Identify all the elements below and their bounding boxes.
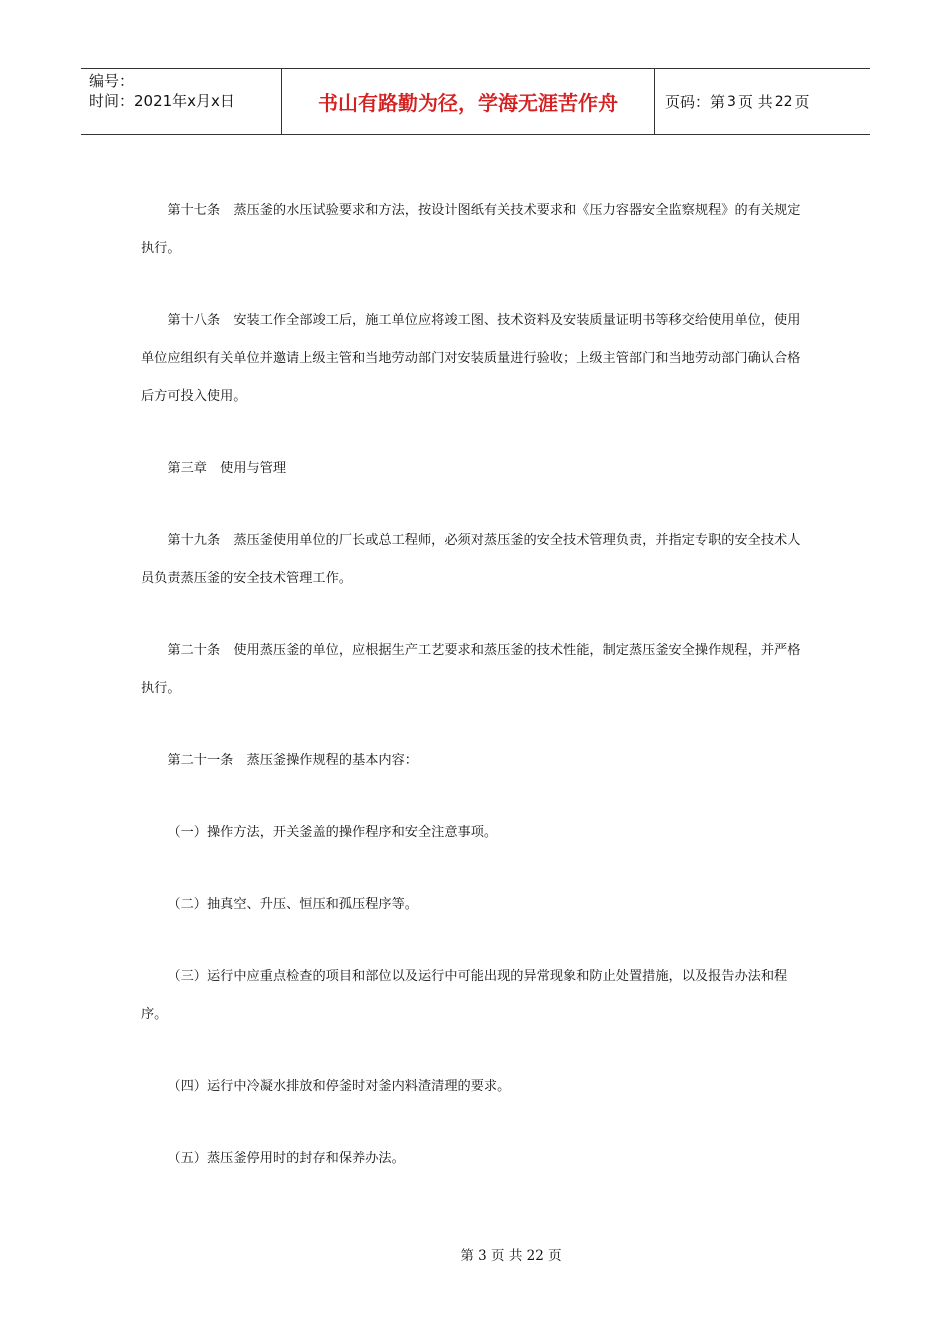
- list-item: （三）运行中应重点检查的项目和部位以及运行中可能出现的异常现象和防止处置措施，以及报告办法和程序。: [141, 969, 788, 1022]
- page-total: 22: [774, 93, 793, 110]
- page-current: 3: [727, 93, 736, 110]
- page-suffix: 页: [794, 93, 810, 111]
- paragraph-article-20: 第二十条 使用蒸压釜的单位，应根据生产工艺要求和蒸压釜的技术性能，制定蒸压釜安全操作规程，并严格执行。: [141, 643, 801, 696]
- header-meta: [81, 69, 282, 134]
- page-header: [81, 68, 870, 135]
- chapter-heading: 第三章 使用与管理: [167, 461, 287, 476]
- paragraph-article-17: 第十七条 蒸压釜的水压试验要求和方法，按设计图纸有关技术要求和《压力容器安全监察规程》的有关规定执行。: [141, 203, 801, 256]
- header-motto: 书山有路勤为径，学海无涯苦作舟: [282, 69, 655, 134]
- paragraph-article-19: 第十九条 蒸压釜使用单位的厂长或总工程师，必须对蒸压釜的安全技术管理负责，并指定专职的安全技术人员负责蒸压釜的安全技术管理工作。: [141, 533, 801, 586]
- list-item: （五）蒸压釜停用时的封存和保养办法。: [167, 1151, 405, 1166]
- list-item: （四）运行中冷凝水排放和停釜时对釜内料渣清理的要求。: [167, 1079, 511, 1094]
- document-number-label: 编号：: [89, 72, 135, 90]
- paragraph-article-21: 第二十一条 蒸压釜操作规程的基本内容：: [167, 753, 418, 768]
- document-body: [141, 192, 806, 1212]
- document-time-label: 时间：2021年x月x日: [89, 92, 235, 110]
- list-item: （一）操作方法，开关釜盖的操作程序和安全注意事项。: [167, 825, 498, 840]
- page-mid: 页 共: [737, 93, 773, 111]
- header-page-info: [655, 69, 870, 134]
- page-prefix: 页码：第: [665, 93, 726, 111]
- list-item: （二）抽真空、升压、恒压和孤压程序等。: [167, 897, 418, 912]
- page-footer: 第 3 页 共 22 页: [460, 1248, 562, 1264]
- paragraph-article-18: 第十八条 安装工作全部竣工后，施工单位应将竣工图、技术资料及安装质量证明书等移交给使用单位，使用单位应组织有关单位并邀请上级主管和当地劳动部门对安装质量进行验收；上级主管部门和当地劳动部门确认合格后方可投入使用。: [141, 313, 801, 404]
